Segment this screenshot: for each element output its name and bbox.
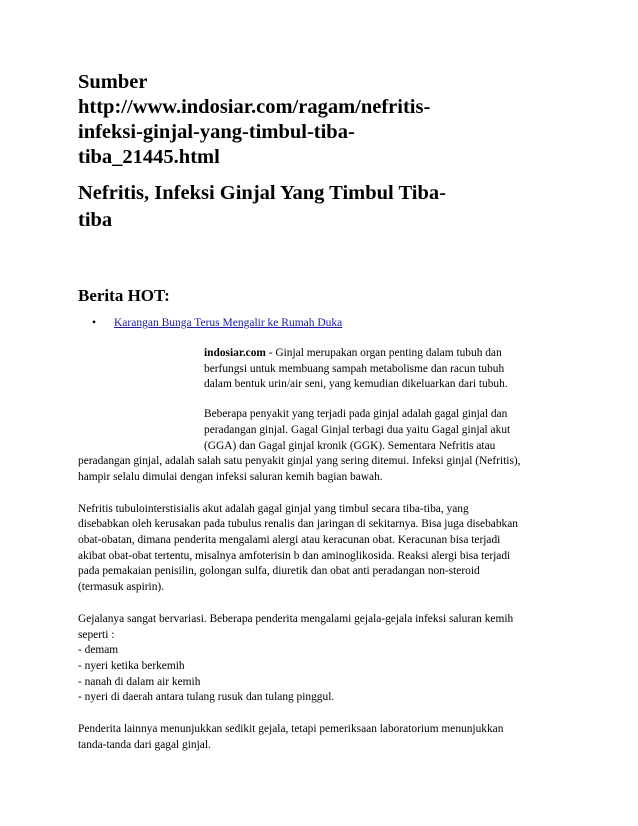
berita-hot-link[interactable]: Karangan Bunga Terus Mengalir ke Rumah Duka bbox=[114, 317, 343, 329]
document-page bbox=[78, 70, 578, 753]
symptom-item: - demam bbox=[78, 644, 119, 657]
intro-line: berfungsi untuk membuang sampah metabolisme dan racun tubuh bbox=[204, 362, 505, 375]
para3-line: seperti : bbox=[78, 628, 115, 641]
paragraph-2 bbox=[78, 502, 578, 596]
berita-hot-heading: Berita HOT: bbox=[78, 286, 170, 305]
source-line: http://www.indosiar.com/ragam/nefritis- bbox=[78, 96, 431, 118]
bullet-icon: • bbox=[92, 317, 97, 329]
paragraph-4 bbox=[78, 722, 578, 753]
intro-source: indosiar.com bbox=[204, 347, 266, 359]
title-line: tiba bbox=[78, 209, 113, 231]
para2-line: obat-obatan, dimana penderita mengalami alergi atau keracunan obat. Keracunan bisa terjadi bbox=[78, 534, 501, 547]
para1-line: peradangan ginjal, adalah salah satu penyakit ginjal yang sering ditemui. Infeksi ginjal (Nefritis), bbox=[78, 455, 521, 468]
article-title bbox=[78, 180, 578, 234]
para2-line: (termasuk aspirin). bbox=[78, 581, 165, 594]
title-line: Nefritis, Infeksi Ginjal Yang Timbul Tiba- bbox=[78, 182, 446, 204]
paragraph-1-full bbox=[78, 454, 578, 485]
para1-line: Beberapa penyakit yang terjadi pada ginjal adalah gagal ginjal dan bbox=[204, 408, 508, 421]
para4-line: Penderita lainnya menunjukkan sedikit gejala, tetapi pemeriksaan laboratorium menunjukkan bbox=[78, 723, 504, 736]
para1-line: peradangan ginjal. Gagal Ginjal terbagi dua yaitu Gagal ginjal akut bbox=[204, 423, 511, 436]
para1-line: (GGA) dan Gagal ginjal kronik (GGK). Sementara Nefritis atau bbox=[204, 439, 496, 452]
intro-line-text: - Ginjal merupakan organ penting dalam tubuh dan bbox=[265, 347, 502, 359]
symptom-item: - nyeri di daerah antara tulang rusuk dan tulang pinggul. bbox=[78, 691, 335, 704]
para2-line: disebabkan oleh kerusakan pada tubulus renalis dan jaringan di sekitarnya. Bisa juga disebabkan bbox=[78, 518, 518, 531]
berita-hot-list bbox=[78, 316, 578, 330]
source-heading bbox=[78, 70, 578, 170]
paragraph-3 bbox=[78, 612, 578, 706]
symptom-item: - nanah di dalam air kemih bbox=[78, 675, 201, 688]
source-line: infeksi-ginjal-yang-timbul-tiba- bbox=[78, 121, 355, 143]
para1-line: hampir selalu dimulai dengan infeksi saluran kemih bagian bawah. bbox=[78, 470, 383, 483]
symptom-item: - nyeri ketika berkemih bbox=[78, 659, 185, 672]
intro-line bbox=[204, 346, 578, 362]
para2-line: pada pemakaian penisilin, golongan sulfa, diuretik dan obat anti peradangan non-steroid bbox=[78, 565, 480, 578]
intro-paragraph bbox=[204, 346, 578, 393]
intro-line: dalam bentuk urin/air seni, yang kemudian dikeluarkan dari tubuh. bbox=[204, 378, 508, 391]
para2-line: akibat obat-obat tertentu, misalnya amfoterisin b dan aminoglikosida. Reaksi alergi bisa terjadi bbox=[78, 549, 511, 562]
para4-line: tanda-tanda dari gagal ginjal. bbox=[78, 738, 211, 751]
paragraph-1-indent bbox=[204, 407, 578, 454]
para3-line: Gejalanya sangat bervariasi. Beberapa penderita mengalami gejala-gejala infeksi saluran kemih bbox=[78, 612, 514, 625]
list-item bbox=[78, 316, 578, 330]
source-line: Sumber bbox=[78, 71, 148, 93]
para2-line: Nefritis tubulointerstisialis akut adalah gagal ginjal yang timbul secara tiba-tiba, yang bbox=[78, 502, 469, 515]
source-line: tiba_21445.html bbox=[78, 146, 220, 168]
